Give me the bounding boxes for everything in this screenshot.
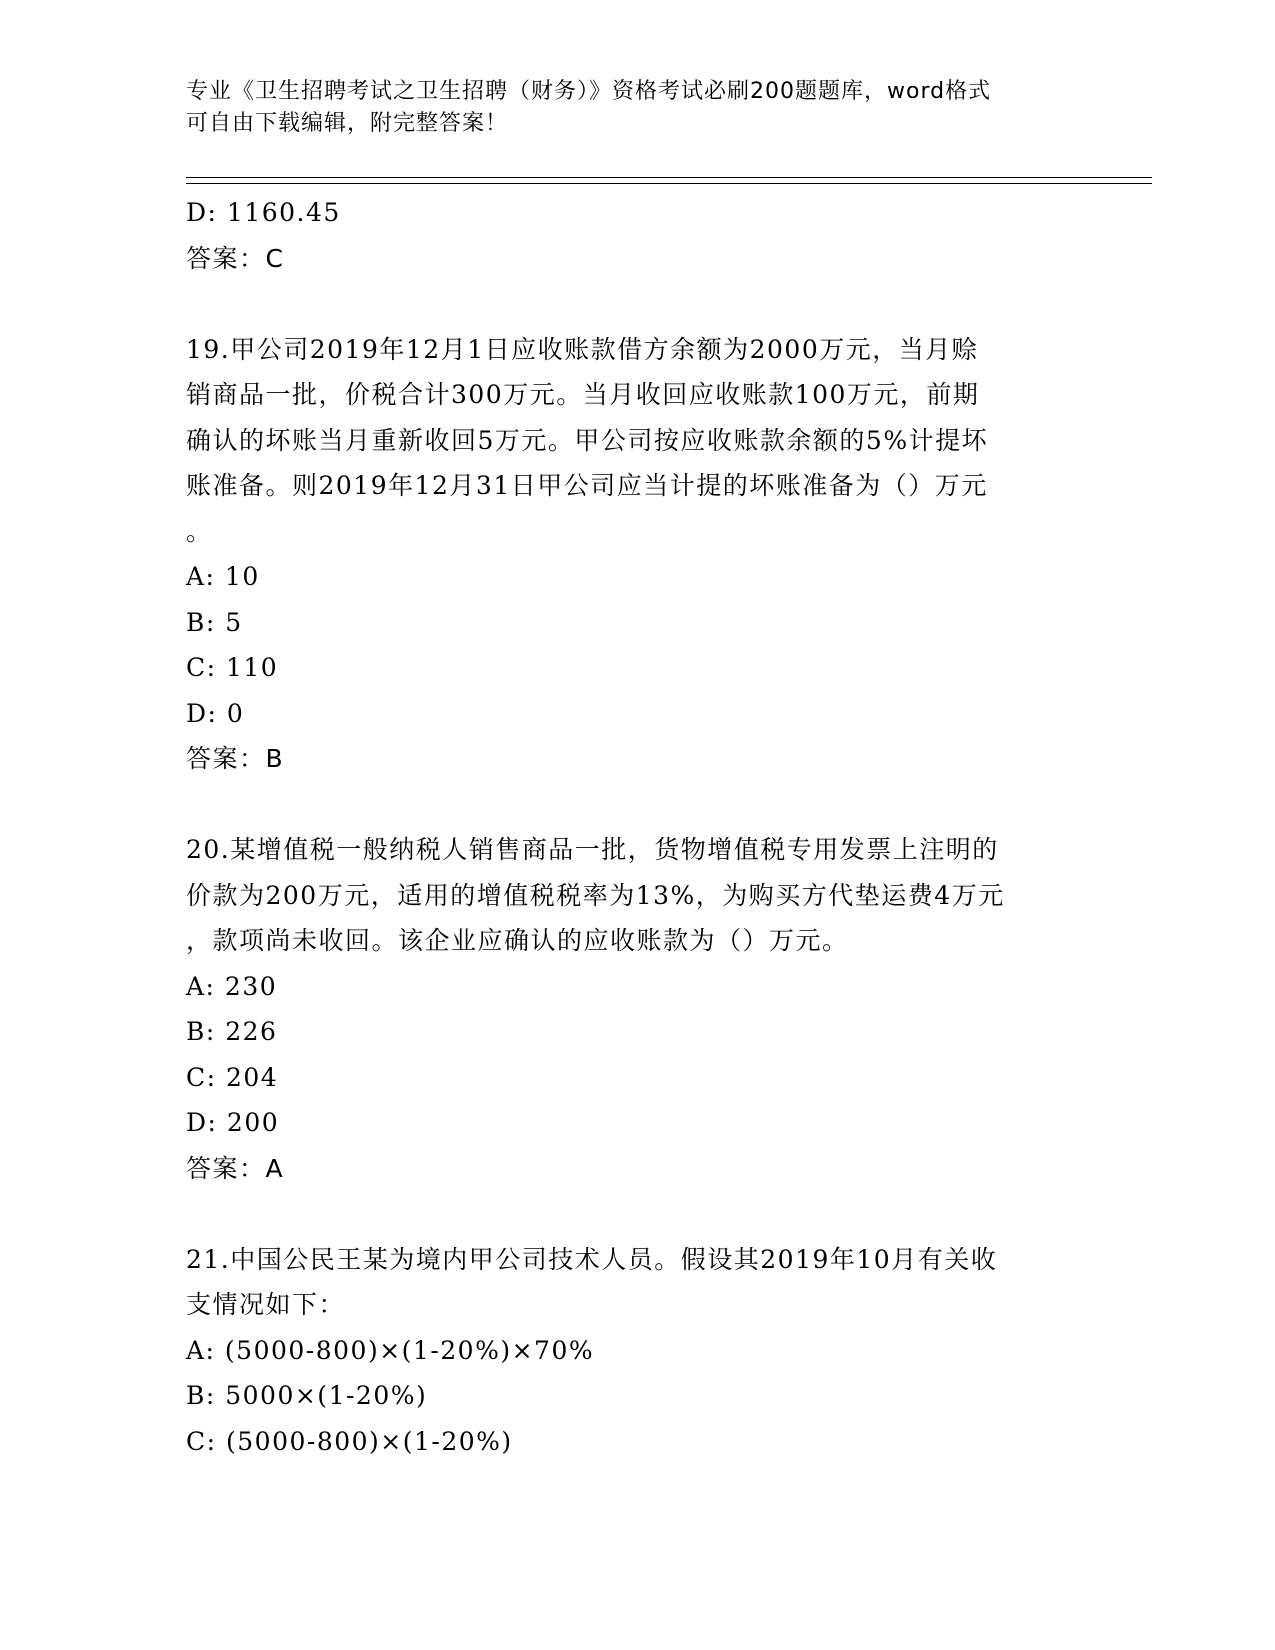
question-19-answer: 答案：B [186,744,285,773]
question-21-line: 支情况如下： [186,1290,346,1319]
question-19-line: 19.甲公司2019年12月1日应收账款借方余额为2000万元，当月赊 [186,334,979,364]
question-19-line: 确认的坏账当月重新收回5万元。甲公司按应收账款余额的5%计提坏 [186,425,989,455]
question-21-option-c: C: (5000-800)×(1-20%) [186,1426,513,1456]
question-19-option-a: A: 10 [186,562,260,591]
question-19-option-c: C: 110 [186,653,279,682]
question-19-text [186,327,1086,555]
option-d: D: 1160.45 [186,198,341,227]
answer: 答案：C [186,243,285,273]
question-20-line: 20.某增值税一般纳税人销售商品一批，货物增值税专用发票上注明的 [186,835,999,864]
question-20-answer: 答案：A [186,1153,285,1183]
question-20-line: 价款为200万元，适用的增值税税率为13%，为购买方代垫运费4万元 [186,880,1005,910]
question-20-line: ，款项尚未收回。该企业应确认的应收账款为（）万元。 [186,926,849,955]
question-21-line: 21.中国公民王某为境内甲公司技术人员。假设其2019年10月有关收 [186,1244,998,1274]
header-line-2: 可自由下载编辑，附完整答案！ [186,111,509,136]
question-19-option-d: D: 0 [186,698,245,728]
question-19-option-b: B: 5 [186,607,243,637]
question-21-option-a: A: (5000-800)×(1-20%)×70% [186,1335,595,1365]
spacer [186,281,1086,327]
question-21-text [186,1237,1086,1328]
question-21-option-b: B: 5000×(1-20%) [186,1381,428,1410]
document-header [186,76,1086,140]
question-20-option-c: C: 204 [186,1062,279,1092]
question-20-option-a: A: 230 [186,971,278,1001]
question-19-line: 。 [186,516,213,546]
header-rule-bottom [186,183,1152,184]
header-line-1: 专业《卫生招聘考试之卫生招聘（财务）》资格考试必刷200题题库，word格式 [186,79,992,104]
question-20-option-d: D: 200 [186,1108,280,1137]
question-20-option-b: B: 226 [186,1017,278,1046]
question-20-text [186,827,1086,964]
spacer [186,782,1086,828]
document-body [186,190,1086,1464]
question-19-line: 销商品一批，价税合计300万元。当月收回应收账款100万元，前期 [186,380,980,409]
spacer [186,1191,1086,1237]
question-19-line: 账准备。则2019年12月31日甲公司应当计提的坏账准备为（）万元 [186,471,988,500]
header-rule-top [186,177,1152,178]
